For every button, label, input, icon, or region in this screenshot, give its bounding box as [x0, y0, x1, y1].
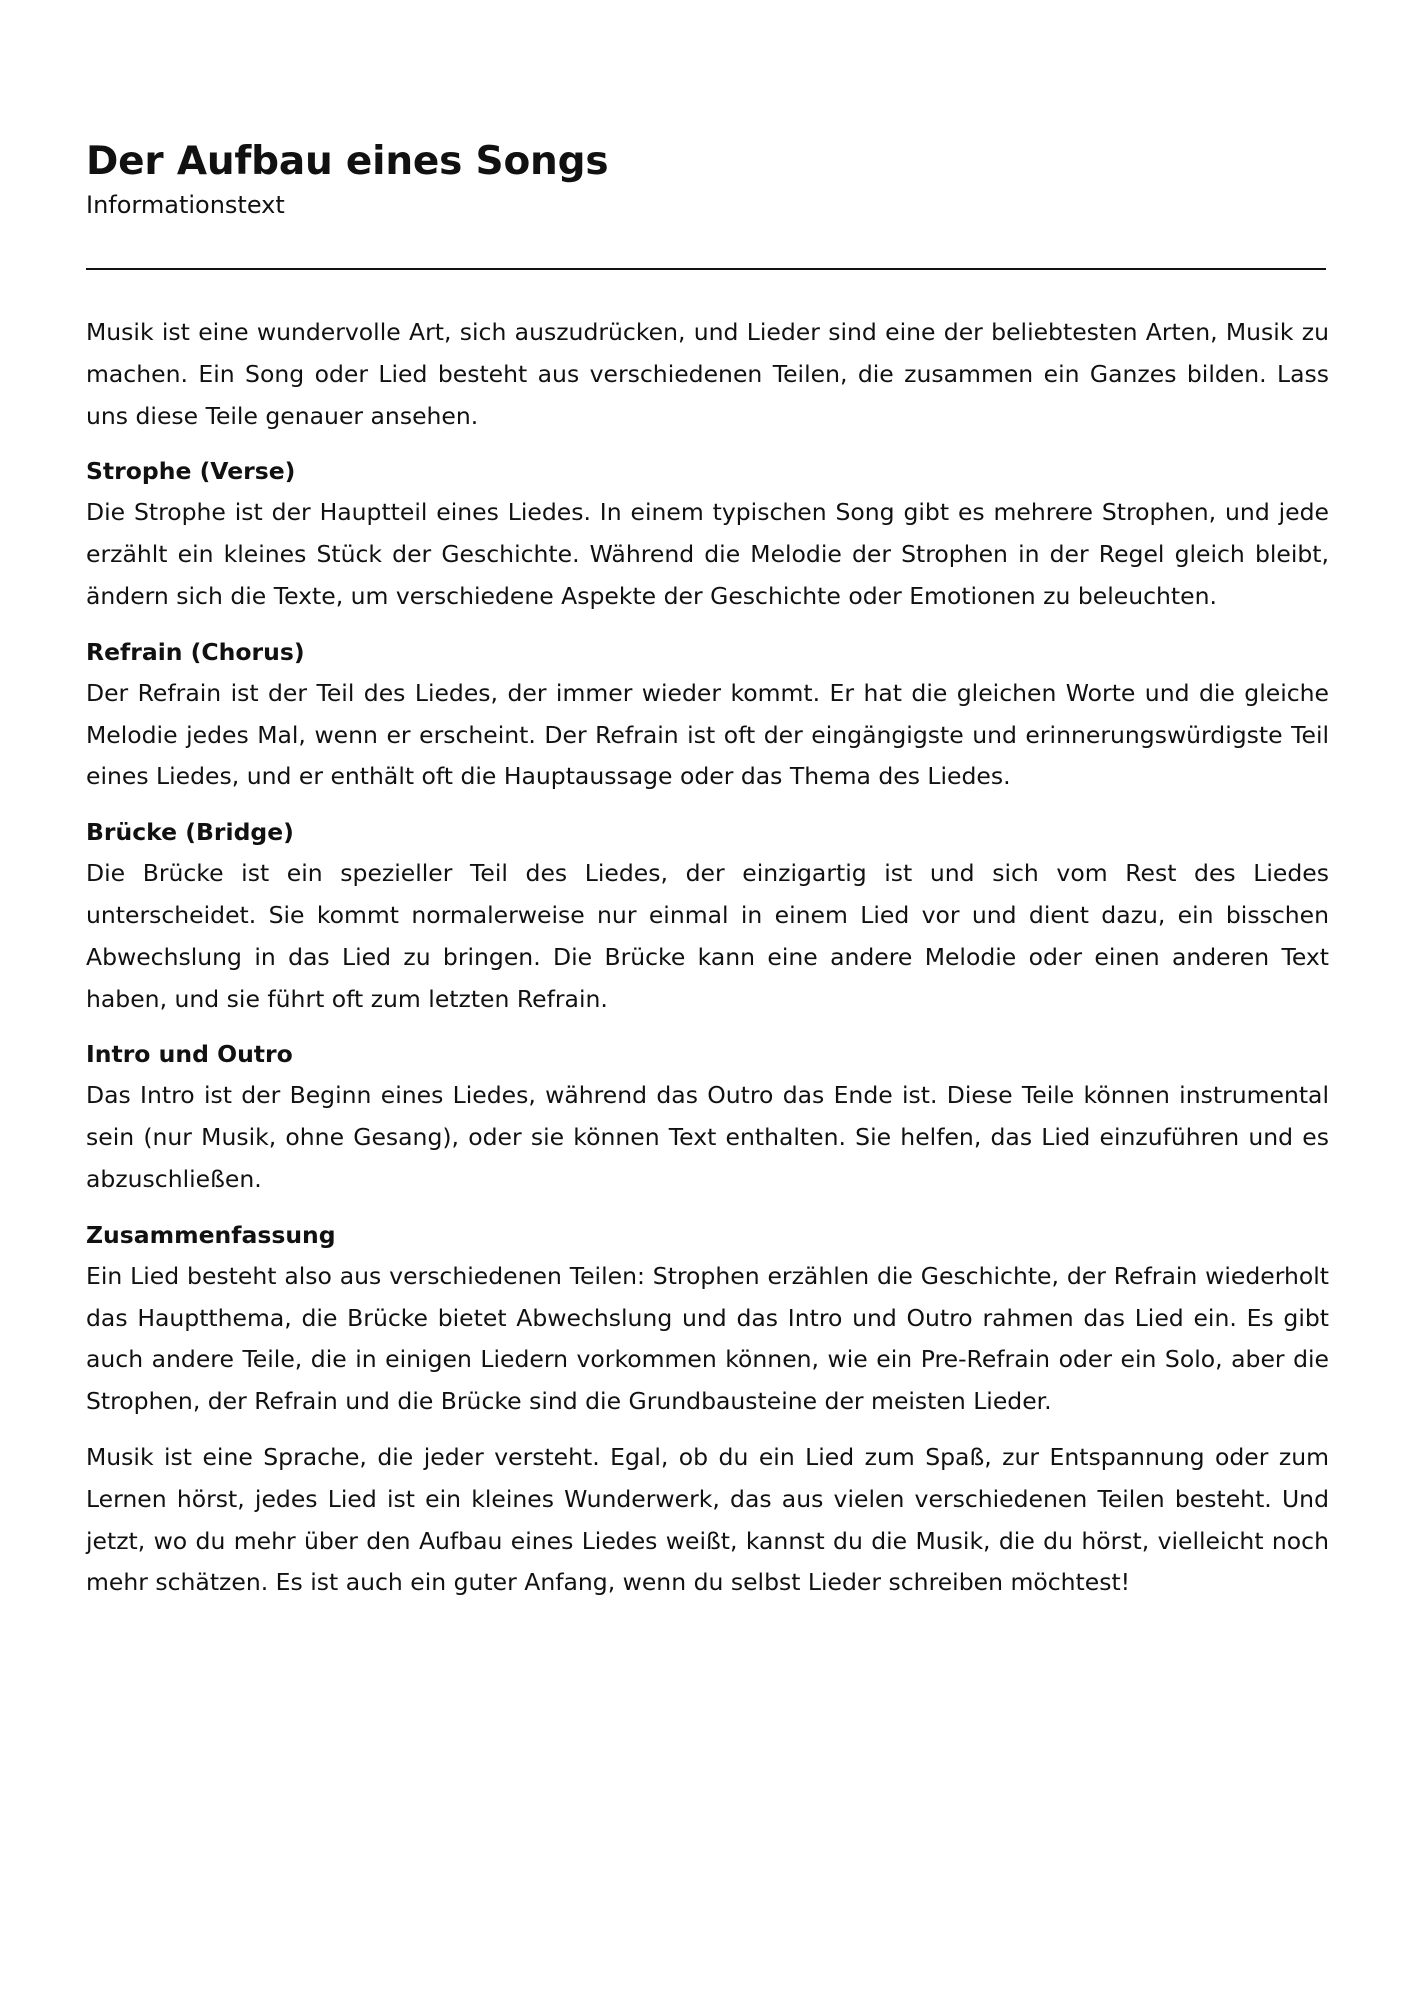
- section-text-intro-outro: Das Intro ist der Beginn eines Liedes, während das Outro das Ende ist. Diese Teile können instrumental sein (nur Musik, ohne Gesang), oder sie können Text enthalten. Sie helfen, das Lied einzuführen und es abzuschließen.: [86, 1081, 1329, 1193]
- section-text-zusammenfassung: Ein Lied besteht also aus verschiedenen Teilen: Strophen erzählen die Geschichte, der Refrain wiederholt das Hauptthema, die Brücke bietet Abwechslung und das Intro und Outro rahmen das Lied ein. Es gibt auch andere Teile, die in einigen Liedern vorkommen können, wie ein Pre-Refrain oder ein Solo, aber die Strophen, der Refrain und die Brücke sind die Grundbausteine der meisten Lieder.: [86, 1261, 1329, 1416]
- section-text-refrain: Der Refrain ist der Teil des Liedes, der immer wieder kommt. Er hat die gleichen Worte und die gleiche Melodie jedes Mal, wenn er erscheint. Der Refrain ist oft der eingängigste und erinnerungswürdigste Teil eines Liedes, und er enthält oft die Hauptaussage oder das Thema des Liedes.: [86, 678, 1329, 791]
- section-heading-zusammenfassung: Zusammenfassung: [86, 1220, 336, 1249]
- closing-paragraph: Musik ist eine Sprache, die jeder versteht. Egal, ob du ein Lied zum Spaß, zur Entspannung oder zum Lernen hörst, jedes Lied ist ein kleines Wunderwerk, das aus vielen verschiedenen Teilen besteht. Und jetzt, wo du mehr über den Aufbau eines Liedes weißt, kannst du die Musik, die du hörst, vielleicht noch mehr schätzen. Es ist auch ein guter Anfang, wenn du selbst Lieder schreiben möchtest!: [86, 1442, 1329, 1597]
- section-heading-strophe: Strophe (Verse): [86, 457, 296, 486]
- section-heading-bruecke: Brücke (Bridge): [86, 818, 294, 847]
- section-text-strophe: Die Strophe ist der Hauptteil eines Liedes. In einem typischen Song gibt es mehrere Strophen, und jede erzählt ein kleines Stück der Geschichte. Während die Melodie der Strophen in der Regel gleich bleibt, ändern sich die Texte, um verschiedene Aspekte der Geschichte oder Emotionen zu beleuchten.: [86, 498, 1329, 610]
- document-body: [86, 312, 1329, 1604]
- section-text-bruecke: Die Brücke ist ein spezieller Teil des Liedes, der einzigartig ist und sich vom Rest des Liedes unterscheidet. Sie kommt normalerweise nur einmal in einem Lied vor und dient dazu, ein bisschen Abwechslung in das Lied zu bringen. Die Brücke kann eine andere Melodie oder einen anderen Text haben, und sie führt oft zum letzten Refrain.: [86, 859, 1329, 1013]
- section-heading-intro-outro: Intro und Outro: [86, 1040, 293, 1069]
- section-heading-refrain: Refrain (Chorus): [86, 637, 305, 666]
- document-title: Der Aufbau eines Songs: [86, 139, 609, 184]
- intro-paragraph: Musik ist eine wundervolle Art, sich auszudrücken, und Lieder sind eine der beliebtesten Arten, Musik zu machen. Ein Song oder Lied besteht aus verschiedenen Teilen, die zusammen ein Ganzes bilden. Lass uns diese Teile genauer ansehen.: [86, 318, 1329, 430]
- title-divider: [86, 268, 1326, 270]
- document-subtitle: Informationstext: [86, 191, 285, 219]
